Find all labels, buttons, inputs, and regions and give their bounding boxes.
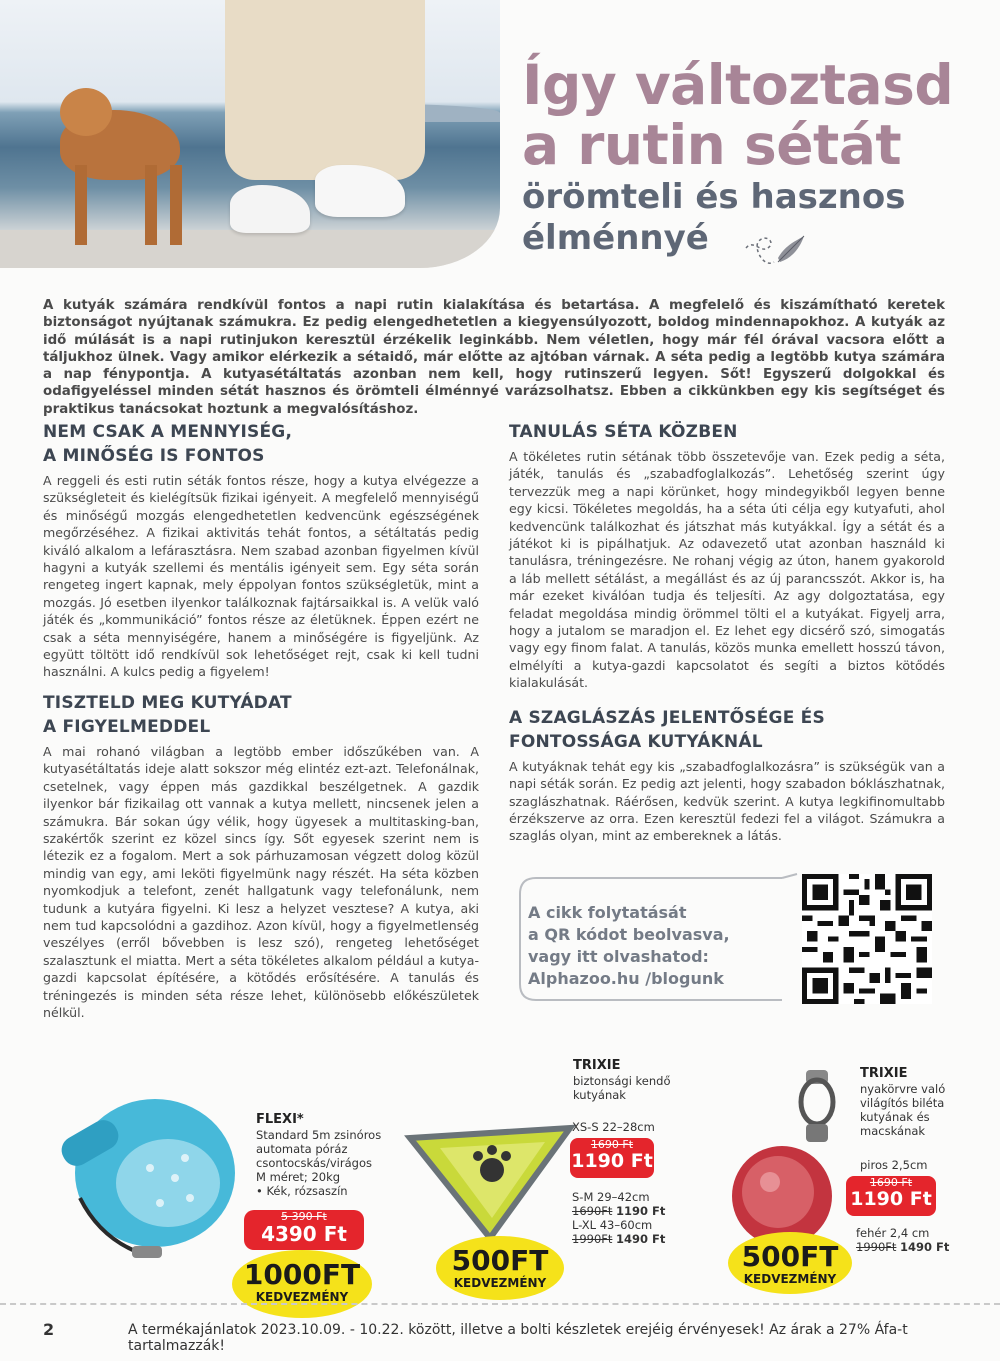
- old-price: 1690 Ft: [869, 1176, 913, 1189]
- qr-code[interactable]: [802, 874, 932, 1004]
- section-paragraph-sniffing: A kutyáknak tehát egy kis „szabadfoglalkozásra” is szükségük van a napi séták során. Ez pedig azt jelenti, hogy szabadon bóklászhatnak, szaglászhatnak. Ráérősen, kedvük szerint. A kutya legkifinomultabb érzékszerve az orra. Ezen keresztül fedezi fel a világot. Számukra a szaglás olyan, mint az embereknek a látás.: [509, 758, 945, 844]
- product-desc: kutyának: [573, 1088, 626, 1102]
- left-column: [43, 420, 479, 1031]
- price: 1190 Ft: [571, 1150, 653, 1172]
- product-desc: nyakörvre való: [860, 1082, 946, 1096]
- discount-amount: 500FT: [741, 1240, 839, 1273]
- section-heading-quality: [43, 420, 479, 468]
- variant-option: fehér 2,4 cm: [856, 1226, 930, 1240]
- heading-line: A FIGYELMEDDEL: [43, 716, 211, 737]
- price: 1190 Ft: [616, 1204, 666, 1218]
- discount-label: KEDVEZMÉNY: [453, 1276, 547, 1290]
- product-desc: csontocskás/virágos: [256, 1156, 372, 1170]
- footer-divider: [0, 1303, 1000, 1305]
- old-price: 1990Ft: [856, 1240, 897, 1254]
- price: 1490 Ft: [900, 1240, 950, 1254]
- discount-amount: 500FT: [451, 1244, 549, 1277]
- product-brand: TRIXIE: [860, 1066, 908, 1081]
- price-disclaimer: A termékajánlatok 2023.10.09. - 10.22. között, illetve a bolti készletek erejéig érvényesek! Az árak a 27% Áfa-t tartalmazzák!: [128, 1322, 908, 1354]
- section-paragraph-attention: A mai rohanó világban a legtöbb ember időszűkében van. A kutyasétáltatás ideje alatt sokszor még elintéz ezt-azt. Telefonálnak, csetelnek, vagy éppen más gazdikkal beszélgetnek. A gazdik ilyenkor bár fizikailag ott vannak a kutya mellett, nincsenek jelen a számukra. Bár sokan úgy vélik, hogy ügyesek a multitasking-ban, szakértők szerint ez közel sincs így. Sőt egyesek szerint nem is létezik ez a fogalom. Mert a sok párhuzamosan végzett dolog közül mindig van egy, ami leköti figyelmünk nagy részét. Ha séta közben nyomkodjuk a telefont, zenét hallgatunk vagy telefonálunk, nem tudunk a kutyára figyelni. Ki lesz a helyzet vesztese? A kutya, aki nem tud kapcsolódni a gazdihoz. Azon kívül, hogy a figyelmetlenség veszélyes (erről bővebben is lesz szó), rengeteg lehetőséget szalasztunk el miatta. Mert a séta tökéletes alkalom például a kutya-gazdi kapcsolat építésére, a kötődés erősítésére. A tanulás és tréningezés is minden séta része lehet, különösebb előkészületek nélkül.: [43, 743, 479, 1020]
- old-price: 5 390 Ft: [281, 1210, 327, 1223]
- trixie-tag-info: [860, 1066, 980, 1138]
- price: 1490 Ft: [616, 1232, 666, 1246]
- old-price: 1690 Ft: [590, 1138, 634, 1151]
- product-desc: kutyának és: [860, 1110, 930, 1124]
- section-heading-attention: [43, 691, 479, 739]
- qr-callout-text: [528, 902, 758, 990]
- old-price: 1990Ft: [572, 1232, 613, 1246]
- intro-paragraph: A kutyák számára rendkívül fontos a napi rutin kialakítása és betartása. A megfelelő és kiszámítható keretek biztonságot nyújtanak számukra. Ez pedig elengedhetetlen a kiegyensúlyozott, boldog mindennapokhoz. A kutyák az idő múlását is a napi rutinjukon keresztül érzékelik leginkább. Nem véletlen, hogy már fél órával vacsora előtt a táljukhoz ülnek. Vagy amikor elérkezik a sétaidő, már előtte az ajtóban várnak. A séta pedig a legtöbb kutya számára a nap fénypontja. A kutyasétáltatás azonban nem kell, hogy rutinszerű legyen. Sőt! Egyszerű dolgokkal és odafigyeléssel minden sétát hasznos és örömteli élménnyé varázsolhatsz. Ebben a cikkünkben egy kis segítséget és praktikus tanácsokat hoztunk a megvalósításhoz.: [43, 298, 945, 417]
- bandana-price-tag: [570, 1138, 654, 1178]
- bandana-discount-badge: [436, 1236, 564, 1300]
- discount-label: KEDVEZMÉNY: [255, 1290, 349, 1304]
- hero-photo: [0, 0, 500, 268]
- flexi-discount-badge: [232, 1250, 372, 1318]
- flexi-leash-image: [40, 1088, 270, 1278]
- product-trixie-tag[interactable]: [720, 1066, 980, 1306]
- discount-label: KEDVEZMÉNY: [743, 1272, 837, 1286]
- product-offers: [0, 1040, 1000, 1320]
- article-title: [522, 55, 982, 175]
- subtitle-line-1: örömteli és hasznos: [522, 177, 906, 217]
- heading-line: FONTOSSÁGA KUTYÁKNÁL: [509, 731, 763, 752]
- trixie-tag-image: [720, 1066, 860, 1246]
- heading-line: TISZTELD MEG KUTYÁDAT: [43, 692, 292, 713]
- size-option: XS-S 22–28cm: [572, 1120, 655, 1134]
- heading-line: A SZAGLÁSZÁS JELENTŐSÉGE ÉS: [509, 707, 825, 728]
- page-number: 2: [43, 1320, 55, 1339]
- old-price: 1690Ft: [572, 1204, 613, 1218]
- qr-text-line: vagy itt olvashatod:: [528, 947, 709, 966]
- size-option: S-M 29–42cm: [572, 1190, 650, 1204]
- section-heading-sniffing: [509, 706, 945, 754]
- feather-icon: [744, 228, 806, 276]
- right-column: [509, 420, 945, 855]
- tag-price-tag: [846, 1176, 936, 1216]
- heading-line: NEM CSAK A MENNYISÉG,: [43, 422, 293, 442]
- tag-discount-badge: [728, 1232, 852, 1294]
- product-desc: • Kék, rózsaszín: [256, 1184, 348, 1198]
- qr-callout: [512, 864, 942, 1004]
- product-desc: világítós biléta: [860, 1096, 945, 1110]
- product-brand: TRIXIE: [573, 1058, 621, 1073]
- price: 1190 Ft: [850, 1188, 932, 1210]
- price: 4390 Ft: [261, 1222, 347, 1246]
- size-option: L-XL 43–60cm: [572, 1218, 653, 1232]
- discount-amount: 1000FT: [243, 1258, 361, 1291]
- product-brand: FLEXI*: [256, 1112, 304, 1127]
- flexi-info: [256, 1112, 386, 1198]
- qr-text-line: A cikk folytatását: [528, 903, 687, 922]
- section-paragraph-learning: A tökéletes rutin sétának több összetevője van. Ezek pedig a séta, játék, tanulás és „szabadfoglalkozás”. Lehetőség szerint úgy tervezzük meg a napi körünket, hogy mindegyikből legyen benne egy kicsi. Tökéletes megoldás, ha a séta úti célja egy kutyafuti, ahol kedvencünk találkozhat és játszhat más kutyákkal. Így a sétát és a játékot ki is pipálhatjuk. Az odavezető utat azonban használd ki tanulásra, tréningezésre. Ne rohanj végig az úton, hanem gyakorold a láb mellett sétálást, a megállást és az új parancsszót. Akkor is, ha már ezeket kiválóan tudja és teljesíti. Az agy dolgoztatása, egy feladat megoldása mindig örömmel tölti el a kutyákat. Figyelj arra, hogy a jutalom se maradjon el. Ez lehet egy dicsérő szó, simogatás vagy egy finom falat. A tanulás, közös munka emellett hosszú távon, elmélyíti a kutya-gazdi kapcsolatot és segíti a biztos kötődés kialakulását.: [509, 449, 945, 691]
- product-desc: automata póráz: [256, 1142, 348, 1156]
- tag-variant-list: [856, 1226, 976, 1254]
- qr-text-line: a QR kódot beolvasva,: [528, 925, 730, 944]
- product-desc: Standard 5m zsinóros: [256, 1128, 382, 1142]
- trixie-bandana-image: [400, 1108, 580, 1248]
- product-desc: macskának: [860, 1124, 926, 1138]
- product-trixie-bandana[interactable]: [400, 1058, 680, 1308]
- subtitle-line-2: élménnyé: [522, 218, 709, 258]
- variant-option: piros 2,5cm: [860, 1158, 928, 1172]
- section-paragraph-quality: A reggeli és esti rutin séták fontos része, hogy a kutya elvégezze a szükségleteit és kielégítsük fizikai igényeit. A megfelelő mennyiségű és minőségű mozgás elengedhetetlen kedvencünk egészségének megőrzéséhez. A fizikai aktivitás tehát fontos, a sétáltatás pedig kiváló alkalom a lefárasztásra. Nem szabad azonban figyelmen kívül hagyni a kutyák szellemi és mentális igényeit sem. Egy séta során rengeteg ingert kapnak, mely éppolyan fontos szükségletük, mint a mozgás. Jó esetben ilyenkor találkoznak fajtársaikkal is. A velük való játék és „kommunikáció” fontos része az életüknek. Éppen ezért ne csak a séta mennyiségére, hanem a minőségére is figyeljünk. Az együtt töltött idő rendkívül sok lehetőséget rejt, csak ki kell tudni használni. A kulcs pedig a figyelem!: [43, 473, 479, 680]
- product-flexi[interactable]: [40, 1080, 380, 1310]
- flexi-price-tag: [244, 1210, 364, 1250]
- product-desc: M méret; 20kg: [256, 1170, 341, 1184]
- qr-text-line: Alphazoo.hu /blogunk: [528, 969, 724, 988]
- walker-legs: [225, 0, 425, 180]
- bandana-size-list: [572, 1190, 682, 1246]
- title-line-2: a rutin sétát: [522, 113, 902, 177]
- heading-line: A MINŐSÉG IS FONTOS: [43, 446, 265, 466]
- trixie-bandana-info: [573, 1058, 683, 1102]
- section-heading-learning: TANULÁS SÉTA KÖZBEN: [509, 422, 738, 442]
- product-desc: biztonsági kendő: [573, 1074, 671, 1088]
- title-line-1: Így változtasd: [522, 53, 954, 117]
